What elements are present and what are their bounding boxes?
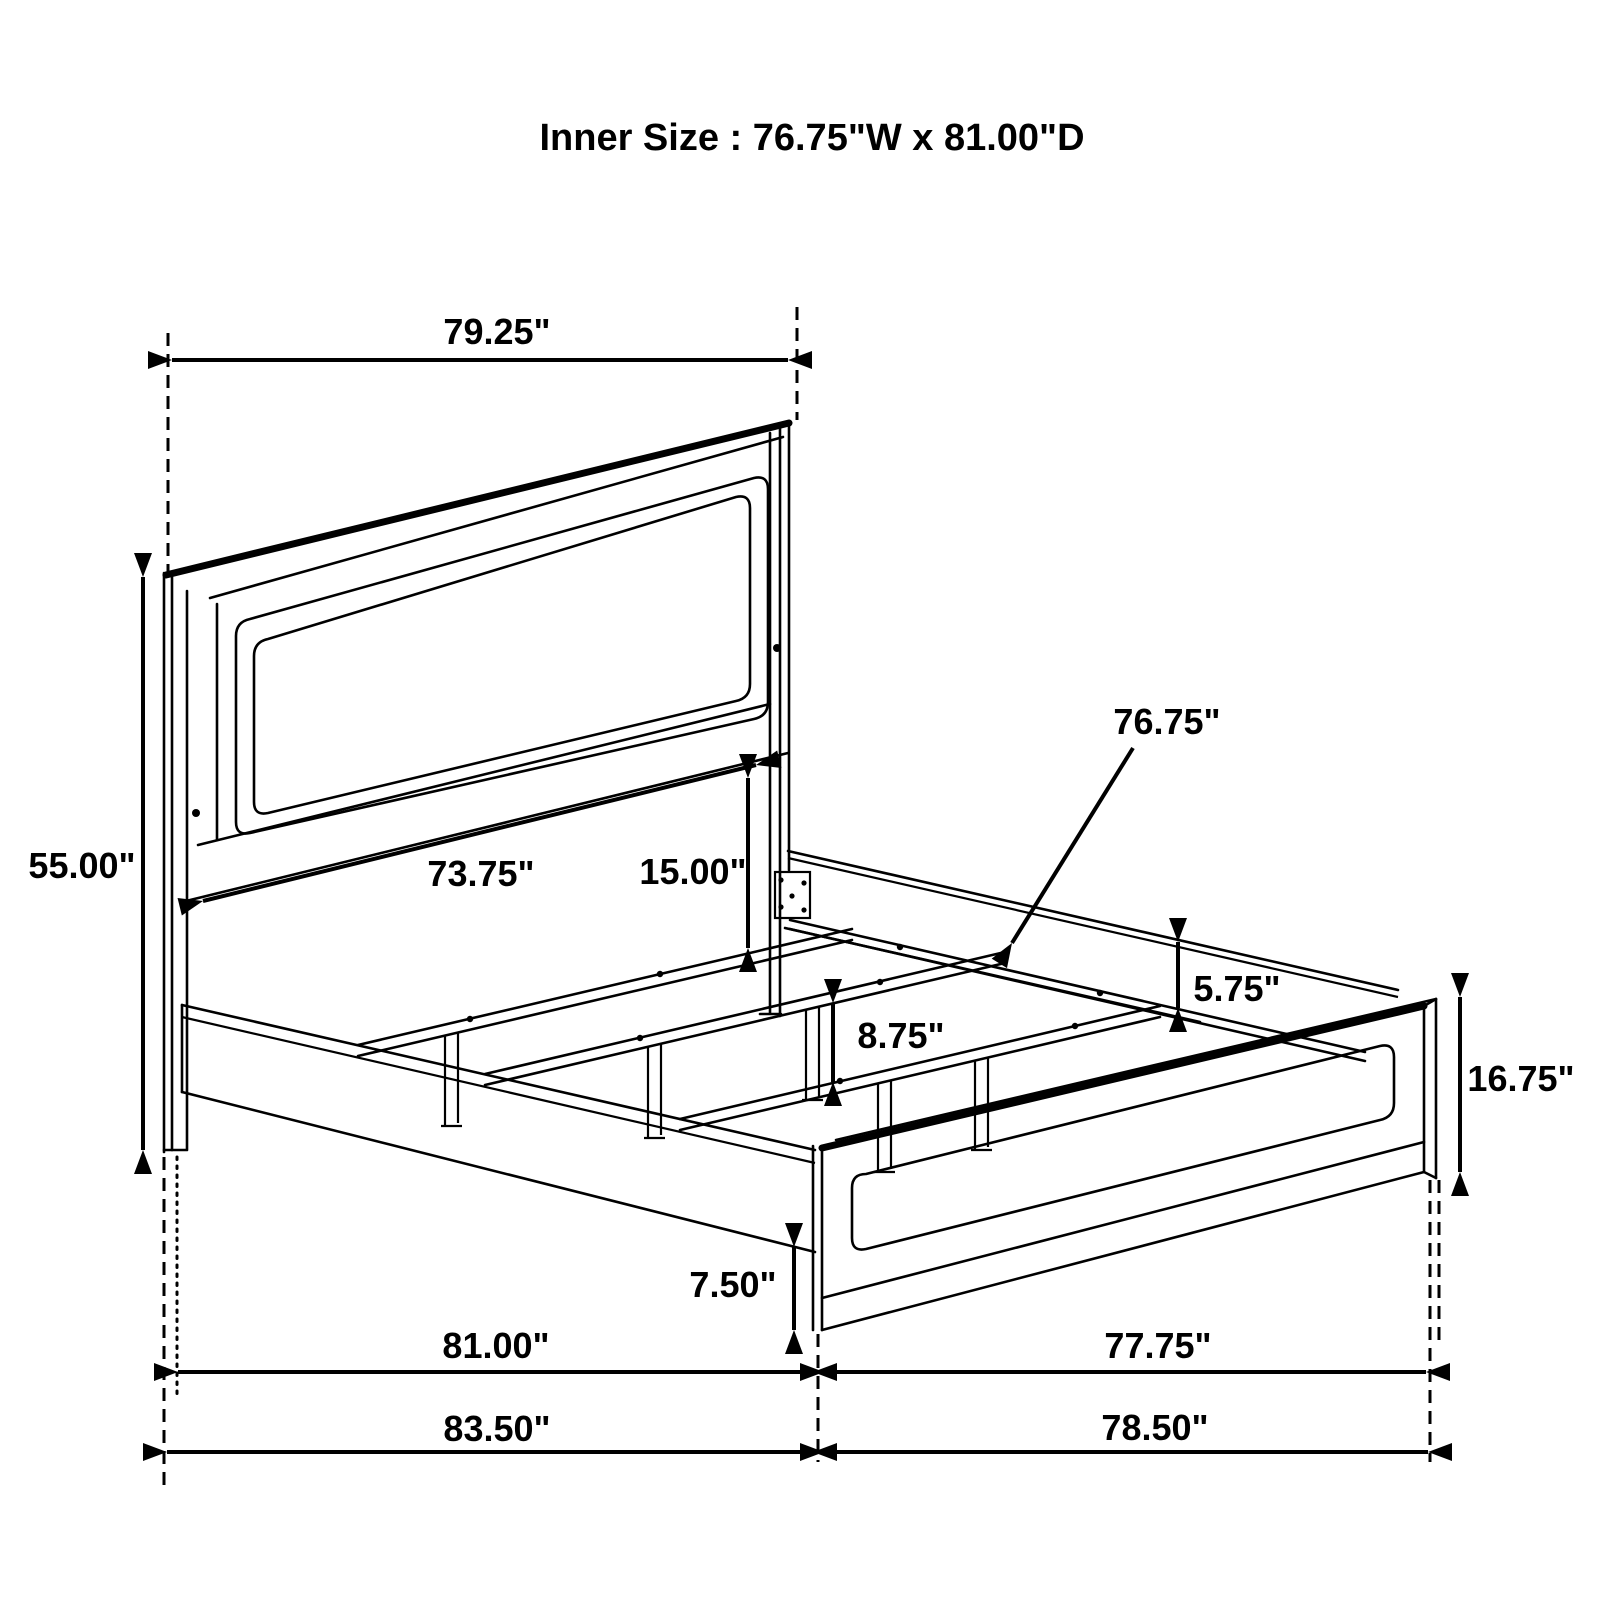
near-rail-top-edge <box>182 1005 815 1150</box>
dim-label-headboard-height: 55.00" <box>28 845 136 886</box>
dim-panel-to-slat <box>639 778 748 948</box>
headboard-top-rail-inner-line <box>210 437 783 598</box>
bracket-hole <box>801 880 806 885</box>
dim-label-headboard-inner-width: 73.75" <box>427 853 535 894</box>
bracket-hole <box>789 893 794 898</box>
headboard-bottom-rail-top <box>198 704 770 845</box>
back-rail-top-inner-line <box>788 858 1398 997</box>
headboard-screw-right <box>773 644 781 652</box>
dim-label-slat-spacing: 8.75" <box>857 1015 945 1056</box>
dim-label-slat-rail-length: 76.75" <box>1113 701 1221 742</box>
dim-footboard-height <box>1460 997 1575 1172</box>
dim-label-outer-depth: 83.50" <box>443 1408 551 1449</box>
near-rail-top-inner-line <box>182 1017 815 1163</box>
slat-rail-1-top <box>358 929 852 1045</box>
dim-label-headboard-width: 79.25" <box>443 311 551 352</box>
dim-ground-clearance <box>689 1247 794 1330</box>
dim-label-panel-to-slat: 15.00" <box>639 851 747 892</box>
dim-label-inner-depth: 81.00" <box>442 1325 550 1366</box>
diagram-title: Inner Size : 76.75"W x 81.00"D <box>539 117 1085 159</box>
footboard-bottom-rail-line <box>822 1142 1424 1298</box>
near-rail-bottom-edge <box>182 1092 815 1252</box>
dim-label-footboard-inner-width: 77.75" <box>1104 1325 1212 1366</box>
dim-headboard-width <box>172 311 788 360</box>
dim-outer-depth <box>167 1408 813 1452</box>
headboard-panel-inner-molding <box>254 496 750 813</box>
dim-label-footboard-outer-width: 78.50" <box>1101 1407 1209 1448</box>
dim-slat-rail-length <box>1012 701 1221 943</box>
projection-guides <box>164 307 1439 1492</box>
dim-headboard-height <box>28 577 143 1150</box>
footboard-bottom-edge <box>822 1172 1424 1330</box>
footboard-bottom-right-corner <box>1424 1172 1436 1178</box>
bracket-hole <box>778 877 783 882</box>
dim-label-ground-clearance: 7.50" <box>689 1264 777 1305</box>
dim-label-rail-to-slat-drop: 5.75" <box>1193 968 1281 1009</box>
headboard-top-edge <box>166 423 789 575</box>
bracket-hole <box>778 904 783 909</box>
headboard <box>164 423 789 1152</box>
bracket-hole <box>801 907 806 912</box>
dim-inner-depth <box>178 1325 813 1372</box>
dim-footboard-outer-width <box>824 1407 1428 1452</box>
back-rail-top-edge <box>788 851 1398 990</box>
slat-rail-1-bottom <box>358 940 852 1056</box>
dim-label-footboard-height: 16.75" <box>1467 1058 1575 1099</box>
dim-footboard-inner-width <box>824 1325 1426 1372</box>
headboard-screw-left <box>192 809 200 817</box>
